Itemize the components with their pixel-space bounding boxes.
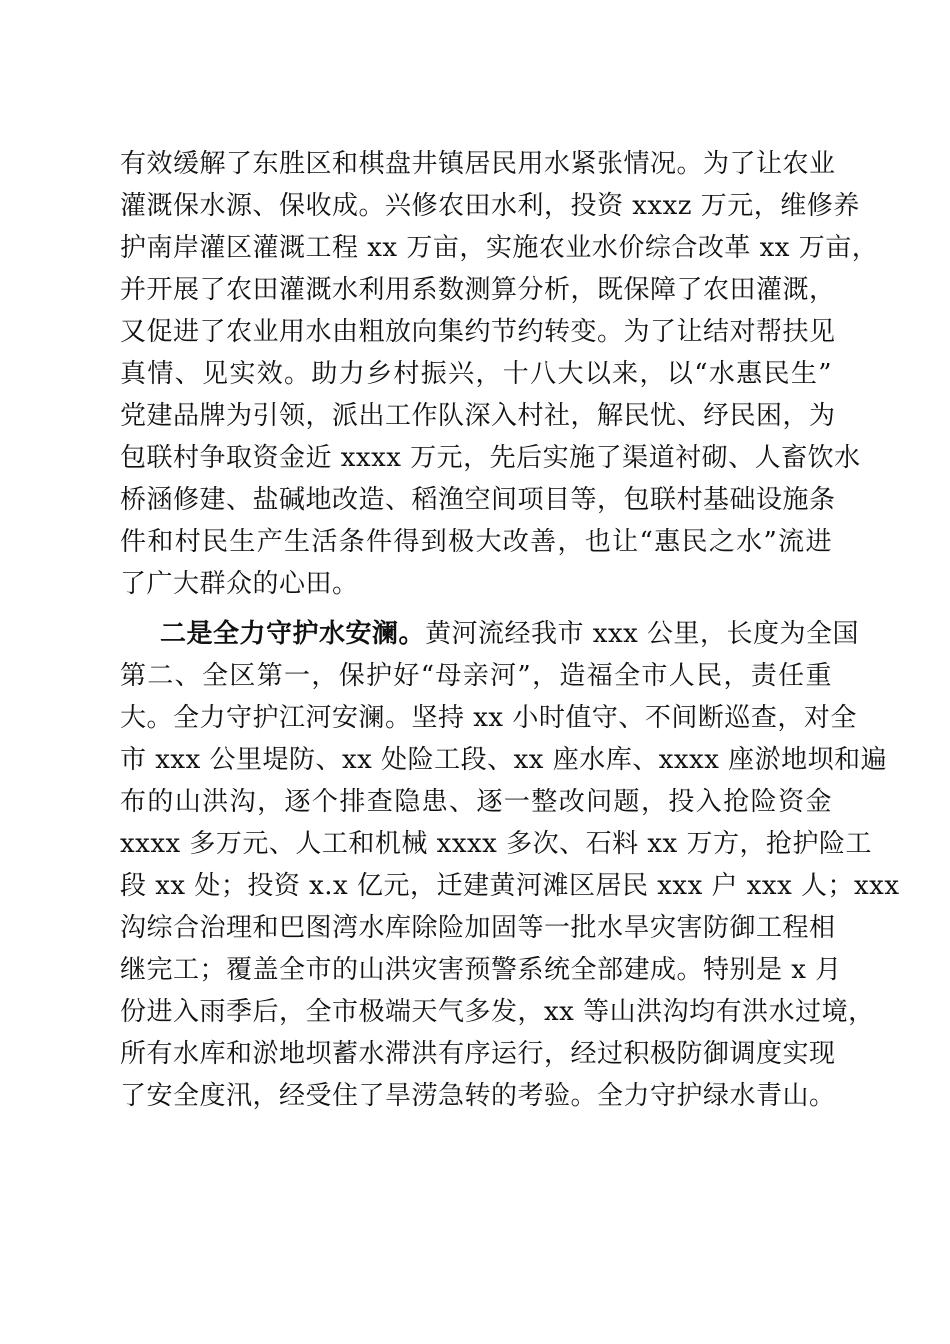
paragraph1-line-8: 包联村争取资金近 xxxx 万元，先后实施了渠道衬砌、人畜饮水 — [120, 443, 861, 473]
paragraph1-line-9: 桥涵修建、盐碱地改造、稻渔空间项目等，包联村基础设施条 — [120, 485, 836, 515]
paragraph2-line-9: 继完工；覆盖全市的山洪灾害预警系统全部建成。特别是 x 月 — [120, 955, 842, 985]
paragraph1-line-2: 灌溉保水源、保收成。兴修农田水利，投资 xxxz 万元，维修养 — [120, 191, 860, 221]
paragraph1-line-6: 真情、见实效。助力乡村振兴，十八大以来，以“水惠民生” — [120, 359, 832, 389]
paragraph1-line-7: 党建品牌为引领，派出工作队深入村社，解民忧、纾民困，为 — [120, 401, 836, 431]
paragraph2-line-7: 段 xx 处；投资 x.x 亿元，迁建黄河滩区居民 xxx 户 xxx 人；xxx — [120, 871, 900, 901]
paragraph2-line-1-text: 黄河流经我市 xxx 公里，长度为全国 — [425, 619, 860, 649]
paragraph2-heading: 二是全力守护水安澜。 — [160, 619, 426, 649]
paragraph2-line-4: 市 xxx 公里堤防、xx 处险工段、xx 座水库、xxxx 座淤地坝和遍 — [120, 745, 888, 775]
paragraph2-line-6: xxxx 多万元、人工和机械 xxxx 多次、石料 xx 万方，抢护险工 — [120, 829, 872, 859]
paragraph2-line-8: 沟综合治理和巴图湾水库除险加固等一批水旱灾害防御工程相 — [120, 913, 836, 943]
paragraph2-line-2: 第二、全区第一，保护好“母亲河”，造福全市人民，责任重 — [120, 661, 832, 691]
paragraph2-line-10: 份进入雨季后，全市极端天气多发，xx 等山洪沟均有洪水过境， — [120, 997, 875, 1027]
paragraph2-line-1 — [160, 613, 860, 655]
paragraph1-line-10: 件和村民生产生活条件得到极大改善，也让“惠民之水”流进 — [120, 527, 832, 557]
paragraph2-line-5: 布的山洪沟，逐个排查隐患、逐一整改问题，投入抢险资金 — [120, 787, 832, 817]
paragraph1-line-3: 护南岸灌区灌溉工程 xx 万亩，实施农业水价综合改革 xx 万亩， — [120, 233, 879, 263]
paragraph2-line-11: 所有水库和淤地坝蓄水滞洪有序运行，经过积极防御调度实现 — [120, 1039, 836, 1069]
paragraph1-line-5: 又促进了农业用水由粗放向集约节约转变。为了让结对帮扶见 — [120, 317, 836, 347]
paragraph2-line-12: 了安全度汛，经受住了旱涝急转的考验。全力守护绿水青山。 — [120, 1081, 836, 1111]
paragraph1-line-1: 有效缓解了东胜区和棋盘井镇居民用水紧张情况。为了让农业 — [120, 149, 836, 179]
paragraph1-line-11: 了广大群众的心田。 — [120, 569, 359, 599]
paragraph2-line-3: 大。全力守护江河安澜。坚持 xx 小时值守、不间断巡查，对全 — [120, 703, 857, 733]
paragraph1-line-4: 并开展了农田灌溉水利用系数测算分析，既保障了农田灌溉， — [120, 275, 836, 305]
